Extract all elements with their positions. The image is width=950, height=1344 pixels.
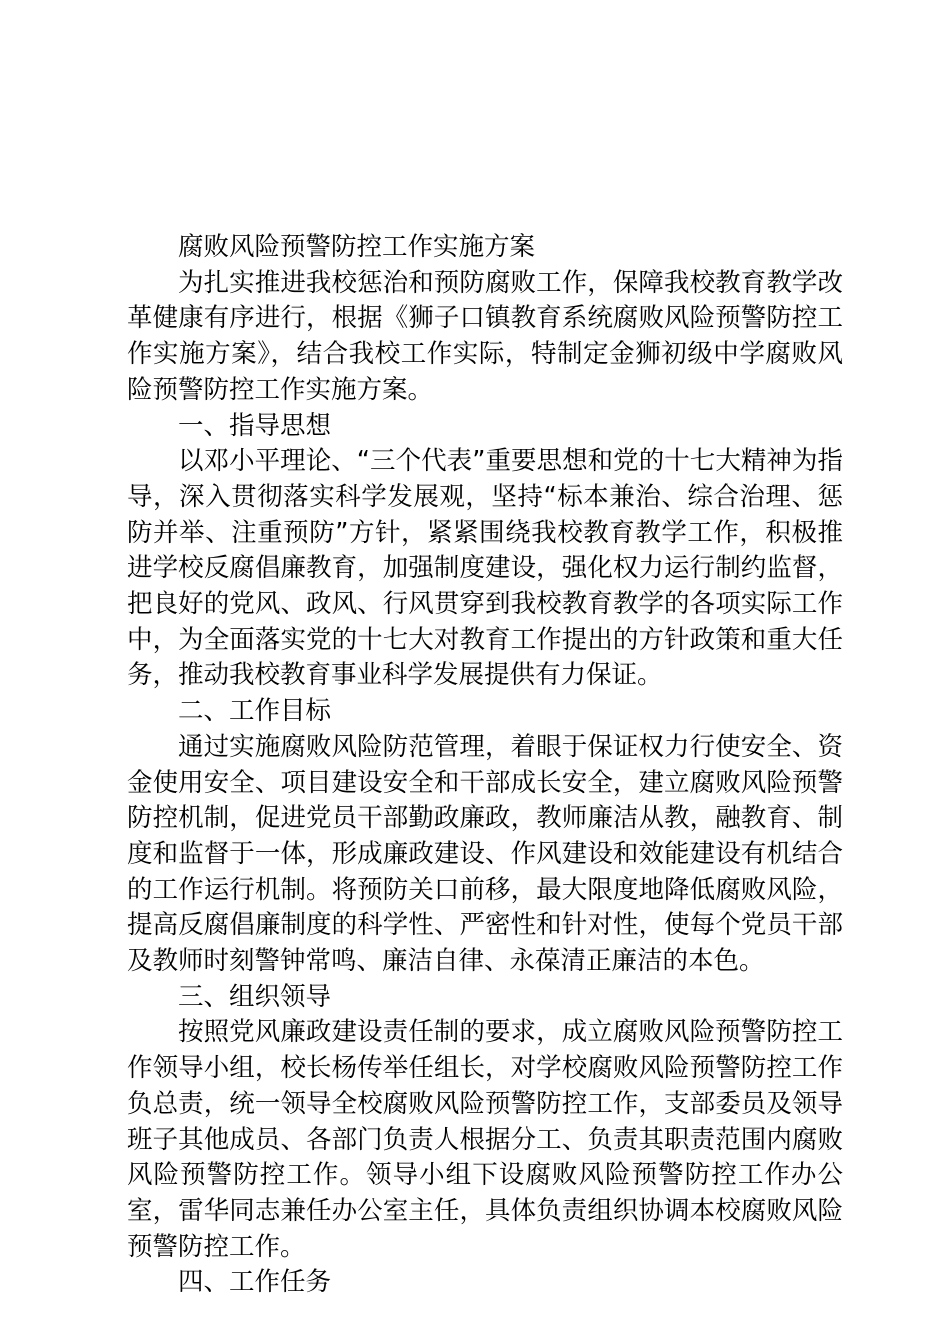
section-heading-work-goals: 二、工作目标: [178, 696, 332, 727]
intro-paragraph: 为扎实推进我校惩治和预防腐败工作，保障我校教育教学改革健康有序进行，根据《狮子口镇教育系统腐败风险预警防控工作实施方案》，结合我校工作实际，特制定金狮初级中学腐败风险预警防控工作实施方案。: [127, 267, 843, 405]
section-body-work-goals: 通过实施腐败风险防范管理，着眼于保证权力行使安全、资金使用安全、项目建设安全和干部成长安全，建立腐败风险预警防控机制，促进党员干部勤政廉政，教师廉洁从教，融教育、制度和监督于一体，形成廉政建设、作风建设和效能建设有机结合的工作运行机制。将预防关口前移，最大限度地降低腐败风险，提高反腐倡廉制度的科学性、严密性和针对性，使每个党员干部及教师时刻警钟常鸣、廉洁自律、永葆清正廉洁的本色。: [127, 731, 843, 977]
section-heading-organization: 三、组织领导: [178, 981, 332, 1012]
section-heading-guiding-ideology: 一、指导思想: [178, 410, 332, 441]
section-body-guiding-ideology: 以邓小平理论、“三个代表”重要思想和党的十七大精神为指导，深入贯彻落实科学发展观，坚持“标本兼治、综合治理、惩防并举、注重预防”方针，紧紧围绕我校教育教学工作，积极推进学校反腐倡廉教育，加强制度建设，强化权力运行制约监督，把良好的党风、政风、行风贯穿到我校教育教学的各项实际工作中，为全面落实党的十七大对教育工作提出的方针政策和重大任务，推动我校教育事业科学发展提供有力保证。: [127, 446, 843, 691]
document-title: 腐败风险预警防控工作实施方案: [178, 232, 536, 262]
section-heading-work-tasks: 四、工作任务: [178, 1267, 332, 1298]
section-body-organization: 按照党风廉政建设责任制的要求，成立腐败风险预警防控工作领导小组，校长杨传举任组长，对学校腐败风险预警防控工作负总责，统一领导全校腐败风险预警防控工作，支部委员及领导班子其他成员、各部门负责人根据分工、负责其职责范围内腐败风险预警防控工作。领导小组下设腐败风险预警防控工作办公室，雷华同志兼任办公室主任，具体负责组织协调本校腐败风险预警防控工作。: [127, 1017, 843, 1262]
document-body: [127, 230, 843, 1301]
